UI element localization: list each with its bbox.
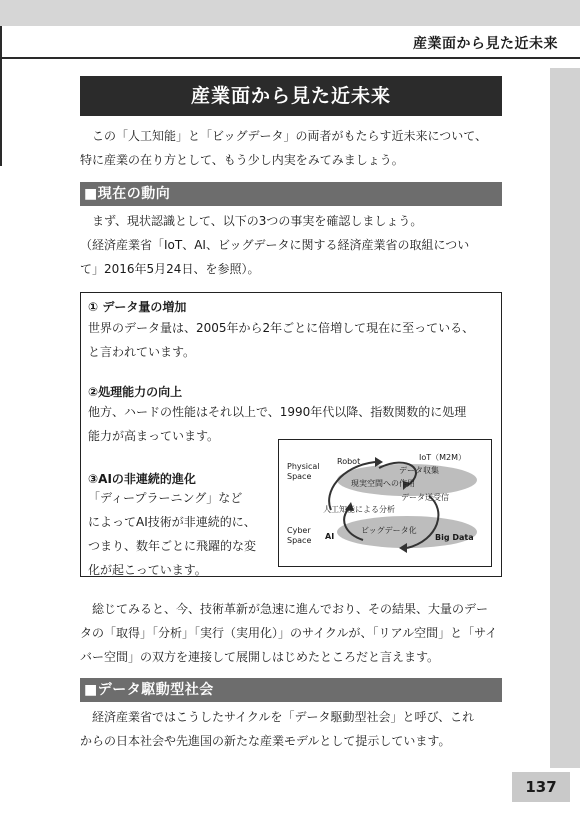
section-heading-data-driven-society: ■データ駆動型社会	[80, 678, 502, 702]
fact-3-line: 「ディープラーニング」など	[88, 491, 243, 505]
big-data-processing-label: ビッグデータ化	[361, 526, 417, 535]
ai-label: AI	[325, 532, 335, 541]
real-space-action-label: 現実空間への作用	[351, 479, 415, 488]
fact-2-title: ②処理能力の向上	[88, 385, 183, 399]
cyber-label-line: Space	[287, 536, 312, 545]
fact-2-line: 能力が高まっています。	[88, 429, 220, 443]
robot-label: Robot	[337, 457, 361, 466]
cyber-label-line: Cyber	[287, 526, 311, 535]
trends-line: （経済産業省「IoT、AI、ビッグデータに関する経済産業省の取組につい	[80, 238, 470, 252]
fact-3-line: 化が起こっています。	[88, 563, 207, 577]
summary-line: バー空間」の双方を連接して展開しはじめたところだと言えます。	[80, 650, 440, 664]
fact-1-title: ① データ量の増加	[88, 300, 187, 314]
physical-space-label	[287, 462, 320, 482]
trends-line: て」2016年5月24日、を参照）。	[80, 262, 260, 276]
data-collection-label: データ収集	[399, 466, 439, 475]
intro-line: 特に産業の在り方として、もう少し内実をみてみましょう。	[80, 153, 404, 167]
top-band	[0, 0, 580, 26]
data-driven-line: からの日本社会や先進国の新たな産業モデルとして提示しています。	[80, 734, 451, 748]
intro-paragraph	[80, 124, 504, 172]
fact-3-body	[88, 486, 278, 582]
running-title: 産業面から見た近未来	[413, 36, 558, 52]
thumb-index-tab	[550, 68, 580, 768]
big-data-label: Big Data	[435, 533, 474, 542]
cyber-space-label	[287, 526, 311, 546]
trends-line: まず、現状認識として、以下の3つの事実を確認しましょう。	[92, 214, 423, 228]
summary-line: 総じてみると、今、技術革新が急速に進んでおり、その結果、大量のデー	[92, 602, 489, 616]
intro-line: この「人工知能」と「ビッグデータ」の両者がもたらす近未来について、	[92, 129, 488, 143]
data-cycle-diagram	[278, 439, 492, 567]
fact-1-line: と言われています。	[88, 345, 196, 359]
fact-3-line: つまり、数年ごとに飛躍的な変	[88, 539, 257, 553]
iot-label: IoT（M2M）	[419, 453, 467, 462]
section-heading-current-trends: ■現在の動向	[80, 182, 502, 206]
page-edge-line	[0, 26, 2, 166]
physical-label-line: Physical	[287, 462, 320, 471]
page-title: 産業面から見た近未来	[80, 76, 502, 116]
ai-analysis-label: 人工知能による分析	[323, 505, 395, 514]
data-driven-paragraph	[80, 705, 504, 753]
data-transmission-label: データ送受信	[401, 493, 449, 502]
physical-label-line: Space	[287, 472, 312, 481]
page-number: 137	[512, 772, 570, 802]
fact-1-line: 世界のデータ量は、2005年から2年ごとに倍増して現在に至っている、	[88, 321, 475, 335]
fact-3-title: ③AIの非連続的進化	[88, 472, 196, 486]
data-driven-line: 経済産業省ではこうしたサイクルを「データ駆動型社会」と呼び、これ	[92, 710, 475, 724]
current-trends-paragraph	[80, 209, 504, 281]
fact-2-line: 他方、ハードの性能はそれ以上で、1990年代以降、指数関数的に処理	[88, 405, 467, 419]
fact-3-line: によってAI技術が非連続的に、	[88, 515, 256, 529]
summary-paragraph	[80, 597, 504, 669]
fact-1-body	[88, 316, 474, 364]
header-rule	[0, 57, 580, 59]
summary-line: タの「取得」「分析」「実行（実用化）」のサイクルが、「リアル空間」と「サイ	[80, 626, 498, 640]
